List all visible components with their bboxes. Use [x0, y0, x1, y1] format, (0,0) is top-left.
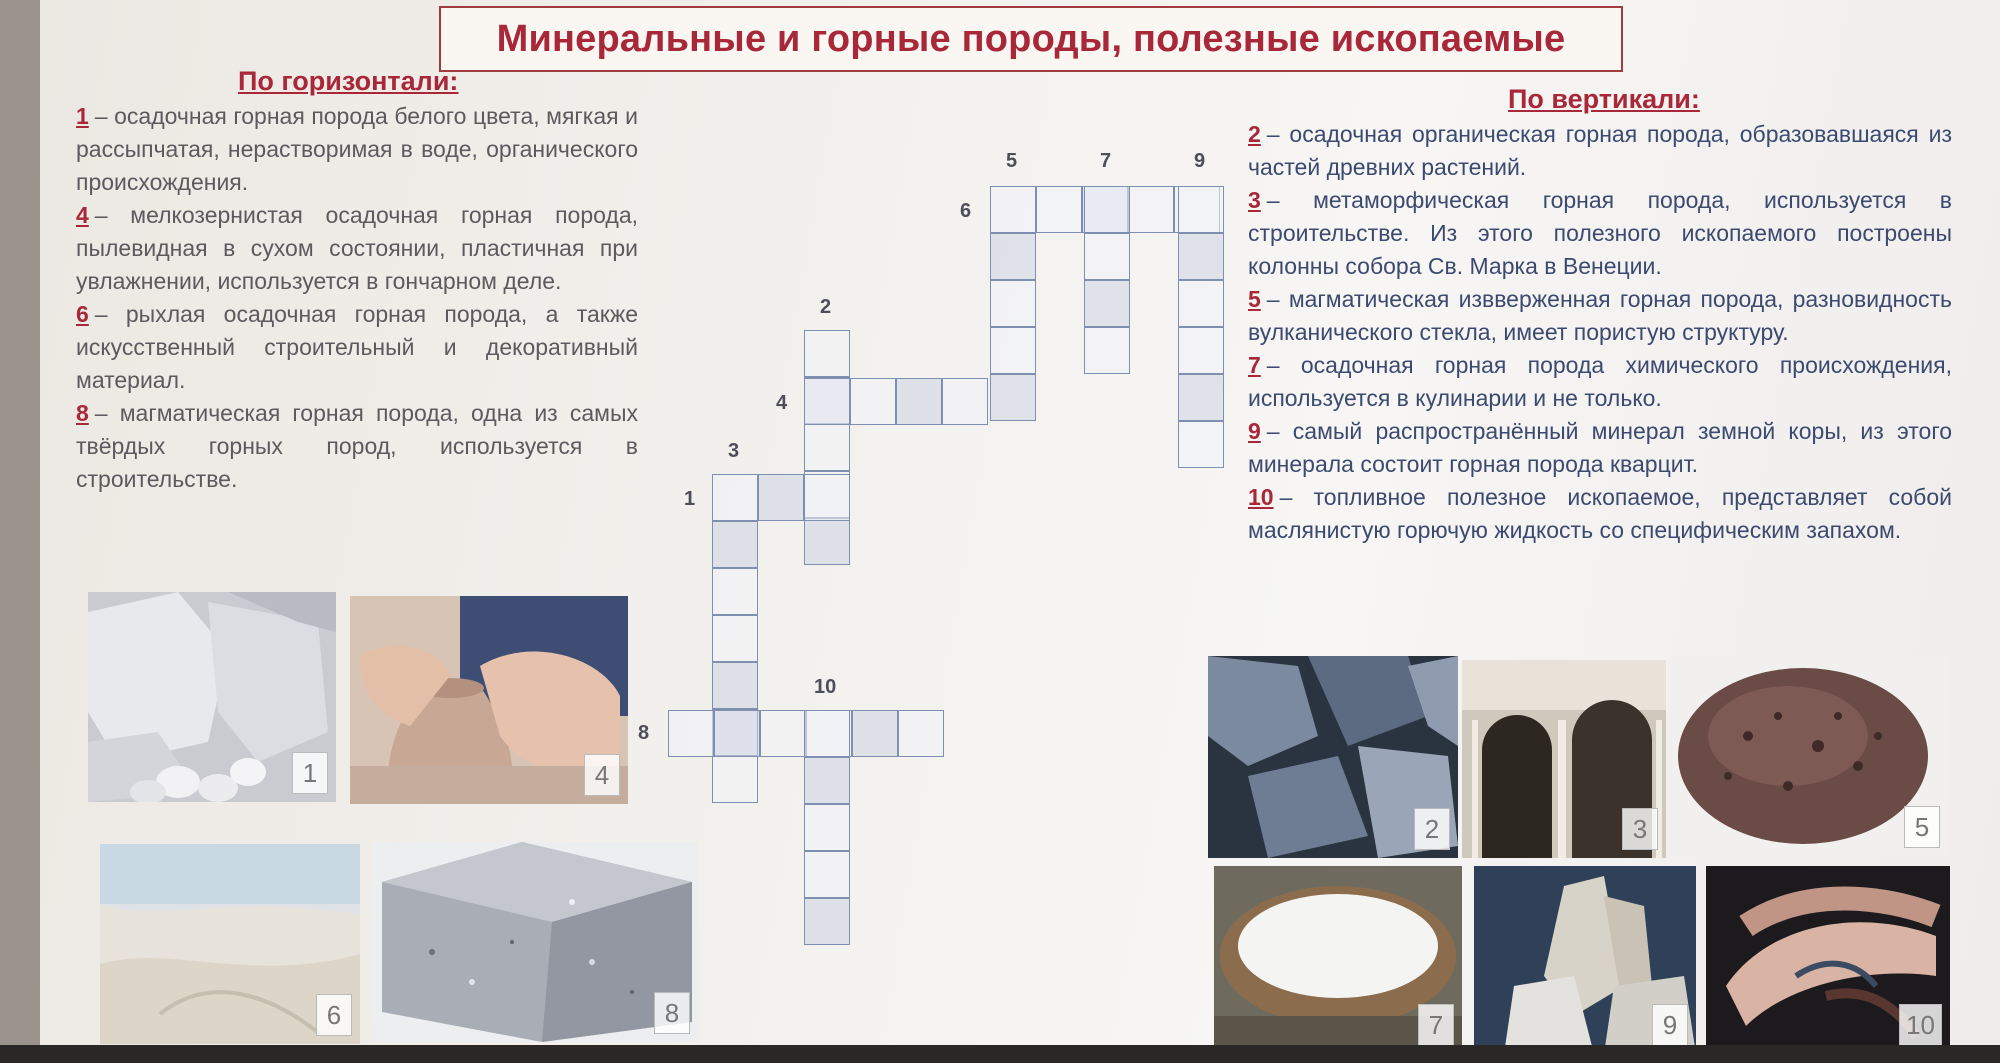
crossword-cell[interactable] [712, 521, 758, 568]
crossword-cell[interactable] [712, 568, 758, 615]
photo-clay-pottery [350, 596, 628, 804]
crossword-cell[interactable] [804, 518, 850, 565]
crossword-cell[interactable] [1178, 327, 1224, 374]
crossword-cell[interactable] [712, 615, 758, 662]
clue-number: 2 [1248, 121, 1261, 147]
clue-number: 4 [76, 202, 89, 228]
photo-oil [1706, 866, 1950, 1054]
monitor-bezel-bottom [0, 1045, 2000, 1063]
photo-number-badge: 3 [1622, 808, 1658, 850]
photo-number-badge: 8 [654, 992, 690, 1034]
clue-down-7 [1248, 349, 1952, 415]
crossword-cell[interactable] [760, 710, 806, 757]
grid-label-6: 6 [960, 200, 972, 222]
photo-granite [372, 842, 698, 1042]
clue-number: 1 [76, 103, 89, 129]
crossword-cell[interactable] [1178, 421, 1224, 468]
photo-quartz [1474, 866, 1696, 1054]
crossword-cell[interactable] [1178, 186, 1224, 233]
crossword-cell[interactable] [896, 378, 942, 425]
photo-pumice [1668, 656, 1948, 856]
crossword-cell[interactable] [668, 710, 714, 757]
crossword-cell[interactable] [804, 424, 850, 471]
crossword-cell[interactable] [758, 474, 804, 521]
photo-sand [100, 844, 360, 1044]
clue-text: – осадочная органическая горная порода, образовавшаяся из частей древних растений. [1248, 121, 1952, 180]
crossword-cell[interactable] [990, 186, 1036, 233]
photo-number-badge: 4 [584, 754, 620, 796]
crossword-cell[interactable] [1178, 233, 1224, 280]
clue-down-9 [1248, 415, 1952, 481]
clue-text: – рыхлая осадочная горная порода, а также искусственный строительный и декоративный материал. [76, 301, 638, 393]
crossword-cell[interactable] [804, 474, 850, 521]
crossword-cell[interactable] [804, 378, 850, 425]
clue-text: – метаморфическая горная порода, используется в строительстве. Из этого полезного ископаемого построены колонны собора Св. Марка в Венеции. [1248, 187, 1952, 279]
clue-down-2 [1248, 118, 1952, 184]
monitor-bezel-left [0, 0, 40, 1063]
clue-across-4 [76, 199, 638, 298]
grid-label-4: 4 [776, 392, 788, 414]
clue-number: 6 [76, 301, 89, 327]
crossword-cell[interactable] [804, 898, 850, 945]
clue-text: – самый распространённый минерал земной коры, из этого минерала состоит горная порода кварцит. [1248, 418, 1952, 477]
clue-down-5 [1248, 283, 1952, 349]
grid-label-9: 9 [1194, 150, 1206, 172]
grid-label-3: 3 [728, 440, 740, 462]
crossword-cell[interactable] [712, 756, 758, 803]
crossword-cell[interactable] [804, 757, 850, 804]
clue-number: 10 [1248, 484, 1274, 510]
clue-text: – магматическая горная порода, одна из самых твёрдых горных пород, используется в строительстве. [76, 400, 638, 492]
crossword-cell[interactable] [804, 710, 850, 757]
granite-image [372, 842, 698, 1042]
photo-number-badge: 10 [1899, 1004, 1942, 1046]
clue-number: 9 [1248, 418, 1261, 444]
clue-text: – осадочная горная порода химического происхождения, используется в кулинарии и не только. [1248, 352, 1952, 411]
photo-number-badge: 6 [316, 994, 352, 1036]
clue-across-1 [76, 100, 638, 199]
crossword-cell[interactable] [942, 378, 988, 425]
clue-down-10 [1248, 481, 1952, 547]
photo-number-badge: 7 [1418, 1004, 1454, 1046]
crossword-cell[interactable] [804, 851, 850, 898]
crossword-cell[interactable] [1178, 280, 1224, 327]
crossword-cell[interactable] [804, 804, 850, 851]
page-title-box [439, 6, 1623, 72]
clue-text: – магматическая извверженная горная порода, разновидность вулканического стекла, имеет пористую структуру. [1248, 286, 1952, 345]
crossword-cell[interactable] [1178, 374, 1224, 421]
clue-number: 8 [76, 400, 89, 426]
crossword-cell[interactable] [1084, 186, 1130, 233]
clue-text: – топливное полезное ископаемое, представляет собой маслянистую горючую жидкость со специфическим запахом. [1248, 484, 1952, 543]
photo-salt [1214, 866, 1462, 1054]
grid-label-10: 10 [814, 676, 837, 698]
clue-number: 7 [1248, 352, 1261, 378]
clue-across-8 [76, 397, 638, 496]
photo-number-badge: 9 [1652, 1004, 1688, 1046]
clue-number: 3 [1248, 187, 1261, 213]
horizontal-clues [76, 100, 638, 496]
crossword-cell[interactable] [990, 280, 1036, 327]
page-title: Минеральные и горные породы, полезные ископаемые [496, 17, 1566, 60]
crossword-cell[interactable] [852, 710, 898, 757]
grid-label-8: 8 [638, 722, 650, 744]
crossword-cell[interactable] [898, 710, 944, 757]
grid-label-5: 5 [1006, 150, 1018, 172]
crossword-cell[interactable] [990, 327, 1036, 374]
grid-label-1: 1 [684, 488, 696, 510]
horizontal-heading: По горизонтали: [238, 66, 459, 96]
crossword-cell[interactable] [1036, 186, 1082, 233]
crossword-cell[interactable] [990, 374, 1036, 421]
photo-number-badge: 2 [1414, 808, 1450, 850]
photo-number-badge: 5 [1904, 806, 1940, 848]
crossword-cell[interactable] [990, 233, 1036, 280]
clue-across-6 [76, 298, 638, 397]
clue-text: – мелкозернистая осадочная горная порода, пылевидная в сухом состоянии, пластичная при увлажнении, используется в гончарном деле. [76, 202, 638, 294]
crossword-cell[interactable] [714, 710, 760, 757]
photo-chalk [88, 592, 336, 802]
crossword-cell[interactable] [1084, 280, 1130, 327]
photo-marble-cathedral [1462, 660, 1666, 858]
grid-label-7: 7 [1100, 150, 1112, 172]
grid-label-2: 2 [820, 296, 832, 318]
crossword-cell[interactable] [850, 378, 896, 425]
crossword-cell[interactable] [1084, 233, 1130, 280]
clue-number: 5 [1248, 286, 1261, 312]
vertical-heading: По вертикали: [1508, 84, 1700, 114]
crossword-cell[interactable] [712, 662, 758, 709]
crossword-cell[interactable] [1084, 327, 1130, 374]
clue-text: – осадочная горная порода белого цвета, мягкая и рассыпчатая, нерастворимая в воде, органического происхождения. [76, 103, 638, 195]
photo-coal [1208, 656, 1458, 858]
photo-number-badge: 1 [292, 752, 328, 794]
crossword-cell[interactable] [712, 474, 758, 521]
clue-down-3 [1248, 184, 1952, 283]
crossword-cell[interactable] [804, 330, 850, 377]
crossword-cell[interactable] [1128, 186, 1174, 233]
vertical-clues [1248, 118, 1952, 547]
